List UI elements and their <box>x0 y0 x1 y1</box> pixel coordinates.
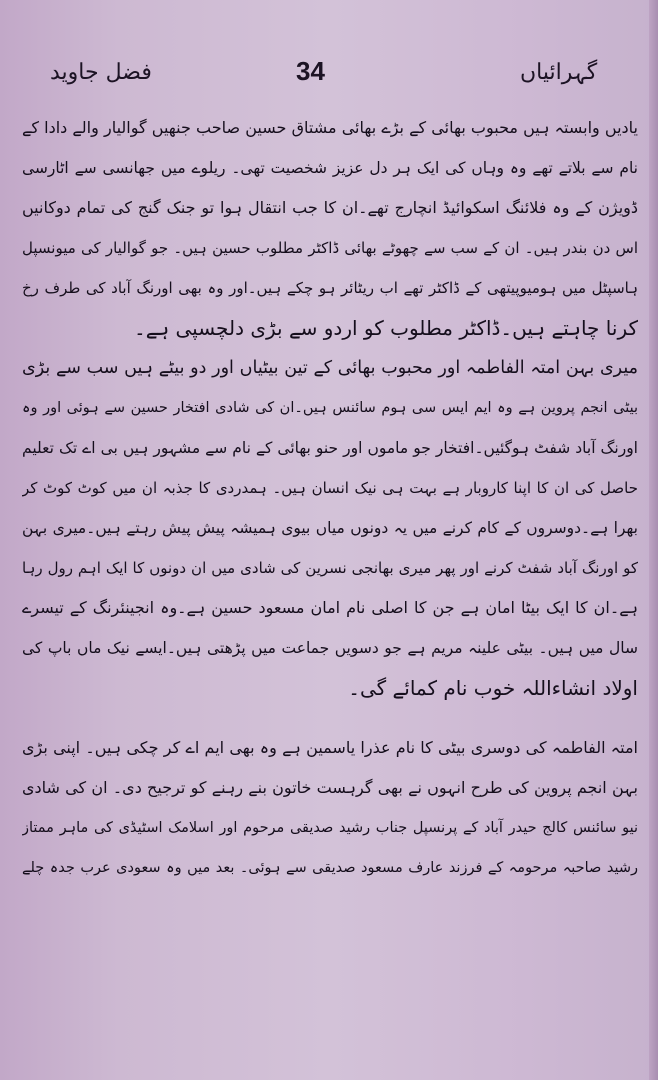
text-line: اورنگ آباد شفٹ ہوگئیں۔افتخار جو ماموں اور حنو بھائی کے نام سے مشہور ہیں بی اے تک تعلیم <box>22 439 638 457</box>
page-edge <box>649 0 658 1080</box>
text-line: یادیں وابستہ ہیں محبوب بھائی کے بڑے بھائی مشتاق حسین صاحب جنھیں گوالیار والے دادا کے <box>22 118 638 137</box>
text-line: ہے۔ان کا ایک بیٹا امان ہے جن کا اصلی نام امان مسعود حسین ہے۔وہ انجینئرنگ کے تیسرے <box>22 598 638 617</box>
text-line: کرنا چاہتے ہیں۔ڈاکٹر مطلوب کو اردو سے بڑی دلچسپی ہے۔ <box>134 316 638 340</box>
paragraph-2 <box>22 348 638 708</box>
page-number: 34 <box>296 56 325 86</box>
text-line: بہن انجم پروین کی طرح انہوں نے بھی گرہست خاتون بنے رہنے کو ترجیح دی۔ ان کی شادی <box>22 778 638 797</box>
text-line: حاصل کی ان کا اپنا کاروبار ہے بہت ہی نیک انسان ہیں۔ ہمدردی کا جذبہ ان میں کوٹ کوٹ کر <box>22 479 638 497</box>
text-line: اس دن بندر ہیں۔ ان کے سب سے چھوٹے بھائی ڈاکٹر مطلوب حسین ہیں۔ جو گوالیار کی میونسپل <box>22 239 638 257</box>
text-line: امتہ الفاطمہ کی دوسری بیٹی کا نام عذرا یاسمین ہے وہ بھی ایم اے کر چکی ہیں۔ اپنی بڑی <box>22 738 638 757</box>
text-line: رشید صاحبہ مرحومہ کے فرزند عارف مسعود صدیقی سے ہوئی۔ بعد میں وہ سعودی عرب جدہ چلے <box>22 860 638 876</box>
text-line: ڈویژن کے وہ فلائنگ اسکوائیڈ انچارج تھے۔ان کا جب انتقال ہوا تو جنک گنج کی تمام دوکانیں <box>22 198 638 217</box>
paragraph-1 <box>22 108 638 348</box>
page-body <box>22 108 638 888</box>
text-line: بھرا ہے۔دوسروں کے کام کرنے میں یہ دونوں میاں بیوی ہمیشہ پیش پیش رہتے ہیں۔میری بہن <box>22 519 638 537</box>
header-book-title: گہرائیاں <box>520 60 598 85</box>
text-line: بیٹی انجم پروین ہے وہ ایم ایس سی ہوم سائنس ہیں۔ان کی شادی افتخار حسین سے ہوئی اور وہ <box>22 400 638 416</box>
text-line: ہاسپٹل میں ہومیوپیتھی کے ڈاکٹر تھے اب ریٹائر ہو چکے ہیں۔اور وہ بھی اورنگ آباد کی طرف رخ <box>22 279 638 297</box>
header-author: فضل جاوید <box>50 60 152 85</box>
text-line: سال میں ہیں۔ بیٹی علینہ مریم ہے جو دسویں جماعت میں پڑھتی ہیں۔ایسے نیک ماں باپ کی <box>22 639 638 657</box>
text-line: نام سے بلاتے تھے وہ وہاں کی ایک ہر دل عزیز شخصیت تھی۔ ریلوے میں جھانسی سے اٹارسی <box>22 159 638 177</box>
text-line: نیو سائنس کالج حیدر آباد کے پرنسپل جناب رشید صدیقی مرحوم اور اسلامک اسٹیڈی کی ماہر ممتاز <box>22 820 638 836</box>
page-header <box>0 56 658 96</box>
text-line: میری بہن امتہ الفاطمہ اور محبوب بھائی کے تین بیٹیاں اور دو بیٹے ہیں سب سے بڑی <box>22 358 638 378</box>
text-line: اولاد انشاءاللہ خوب نام کمائے گی۔ <box>348 676 638 700</box>
paragraph-gap <box>22 708 638 728</box>
text-line: کو اورنگ آباد شفٹ کرنے اور پھر میری بھانجی نسرین کی شادی میں ان دونوں کا ایک اہم رول رہا <box>22 559 638 577</box>
paragraph-3 <box>22 728 638 888</box>
